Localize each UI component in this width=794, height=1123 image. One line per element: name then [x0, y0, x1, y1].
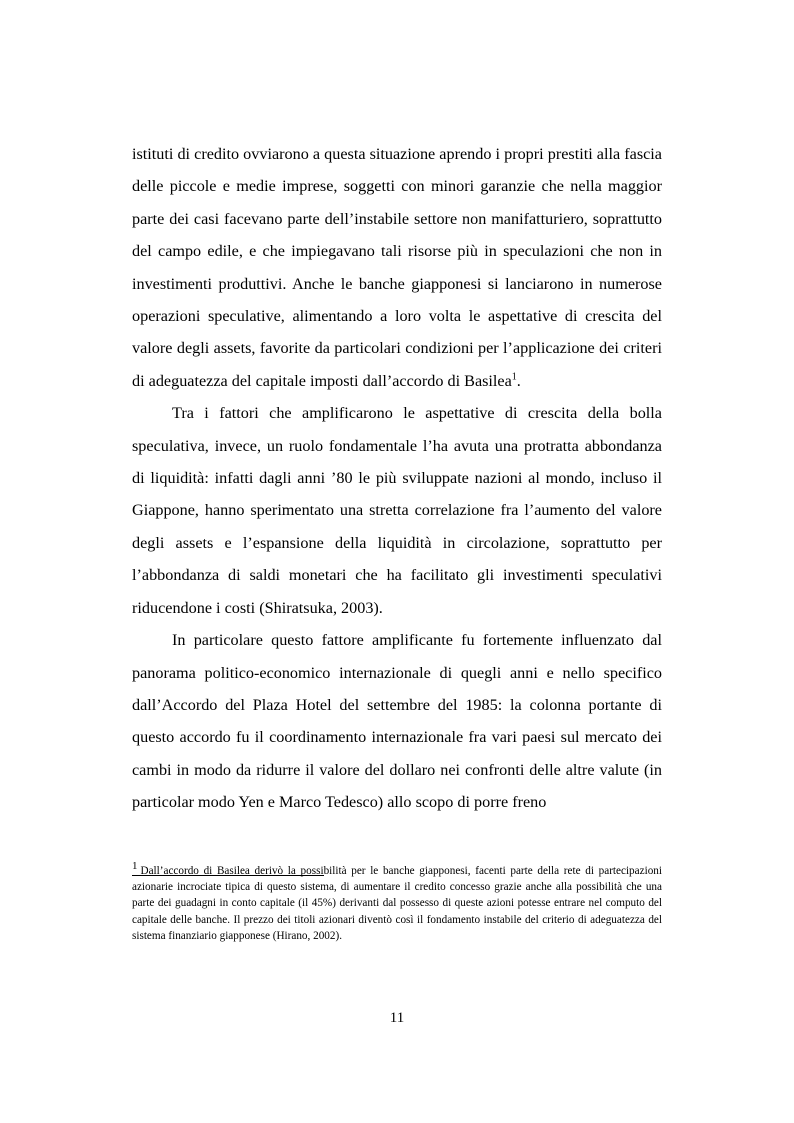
body-text: [132, 138, 662, 819]
page-number: 11: [389, 1010, 405, 1026]
paragraph-2: Tra i fattori che amplificarono le aspettative di crescita della bolla speculativa, invece, un ruolo fondamentale l’ha avuta una protratta abbondanza di liquidità: infatti dagli anni ’80 le più sviluppate nazioni al mondo, incluso il Giappone, hanno sperimentato una stretta correlazione fra l’aumento del valore degli assets e l’espansione della liquidità in circolazione, soprattutto per l’abbondanza di saldi monetari che ha facilitato gli investimenti speculativi riducendone i costi (Shiratsuka, 2003).: [132, 404, 662, 617]
paragraph-1-text: istituti di credito ovviarono a questa situazione aprendo i propri prestiti alla fascia delle piccole e medie imprese, soggetti con minori garanzie che nella maggior parte dei casi facevano parte dell’instabile settore non manifatturiero, soprattutto del campo edile, e che impiegavano tali risorse più in speculazioni che non in investimenti produttivi. Anche le banche giapponesi si lanciarono in numerose operazioni speculative, alimentando a loro volta le aspettative di crescita del valore degli assets, favorite da particolari condizioni per l’applicazione dei criteri di adeguatezza del capitale imposti dall’accordo di Basilea: [132, 145, 662, 390]
paragraph-1: [132, 138, 662, 397]
footnote-marker: 1: [132, 860, 138, 873]
footnote-text: Dall’accordo di Basilea derivò la possibilità per le banche giapponesi, facenti parte della rete di partecipazioni azionarie incrociate tipica di questo sistema, di aumentare il credito concesso grazie anche alla possibilità che una parte dei guadagni in conto capitale (il 45%) derivanti dal possesso di queste azioni potesse entrare nel computo del capitale delle banche. Il prezzo dei titoli azionari diventò così il fondamento instabile del criterio di adeguatezza del sistema finanziario giapponese (Hirano, 2002).: [132, 865, 662, 942]
footnote: [132, 860, 662, 944]
paragraph-1-tail: .: [516, 371, 521, 390]
paragraph-3: In particolare questo fattore amplificante fu fortemente influenzato dal panorama politico-economico internazionale di quegli anni e nello specifico dall’Accordo del Plaza Hotel del settembre del 1985: la colonna portante di questo accordo fu il coordinamento internazionale fra vari paesi sul mercato dei cambi in modo da ridurre il valore del dollaro nei confronti delle altre valute (in particolar modo Yen e Marco Tedesco) allo scopo di porre freno: [132, 631, 662, 812]
footnote-reference: 1: [511, 371, 517, 383]
